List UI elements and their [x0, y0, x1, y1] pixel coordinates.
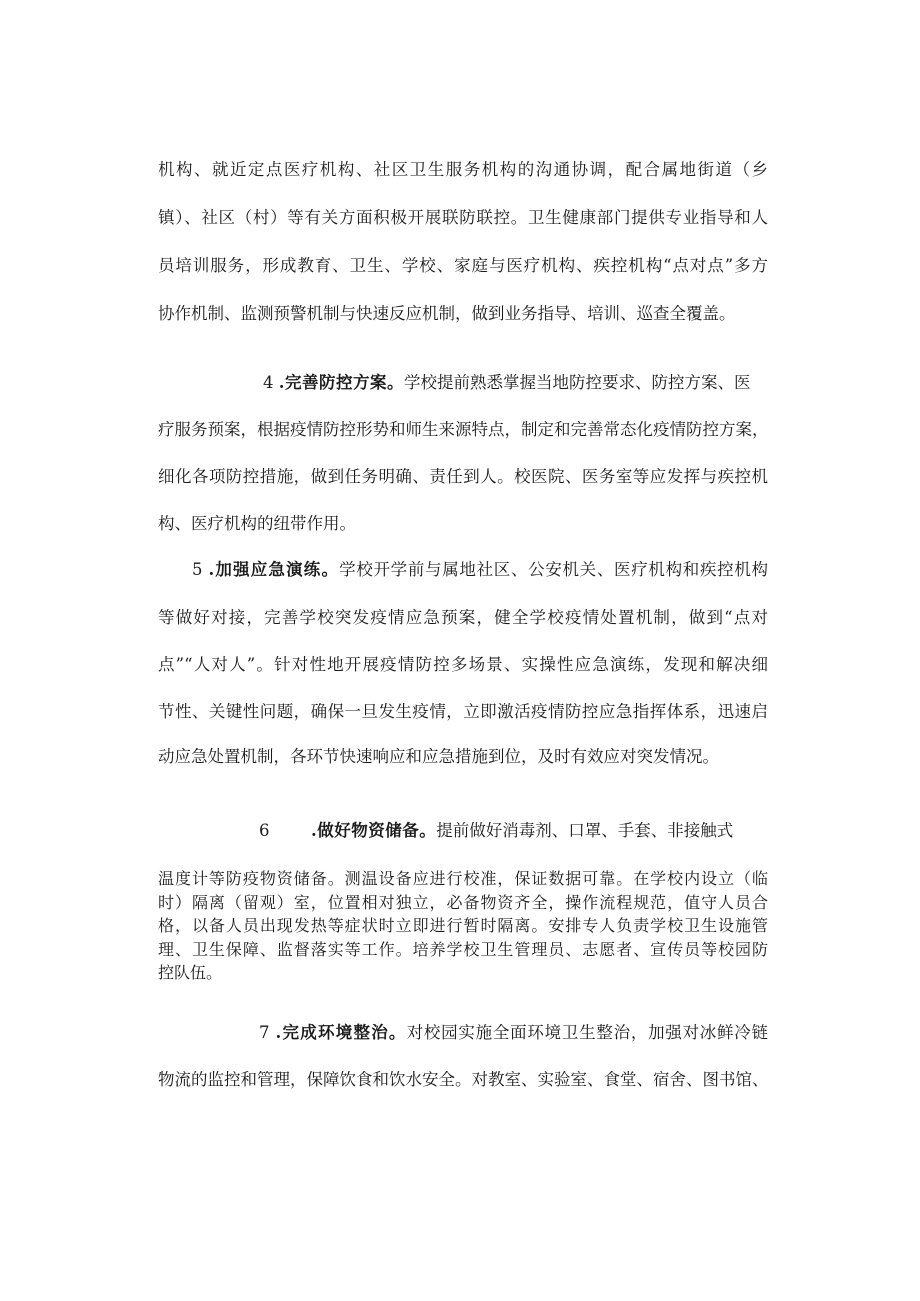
paragraph-line: 疗服务预案，根据疫情防控形势和师生来源特点，制定和完善常态化疫情防控方案，: [158, 420, 769, 439]
paragraph-line: 时）隔离（留观）室，位置相对独立，必备物资齐全，操作流程规范，值守人员合: [158, 892, 768, 912]
item-5-title: .加强应急演练。: [208, 560, 340, 579]
paragraph-line: 节性、关键性问题，确保一旦发生疫情，立即激活疫情防控应急指挥体系，迅速启: [158, 702, 768, 721]
item-7-title: .完成环境整治。: [275, 1023, 407, 1042]
item-5-number: 5: [192, 560, 203, 579]
item-6-heading-line: [259, 819, 768, 843]
item-6-title: .做好物资储备。: [311, 821, 437, 840]
paragraph-line: 格，以备人员出现发热等症状时立即进行暂时隔离。安排专人负责学校卫生设施管: [158, 916, 768, 935]
item-4-number: 4: [263, 373, 274, 392]
paragraph-line: 温度计等防疫物资储备。测温设备应进行校准，保证数据可靠。在学校内设立（临: [158, 869, 768, 888]
paragraph-line: 细化各项防控措施，做到任务明确、责任到人。校医院、医务室等应发挥与疾控机: [158, 467, 768, 486]
paragraph-line: 构、医疗机构的纽带作用。: [158, 514, 356, 533]
item-5-heading-line: [192, 558, 768, 582]
item-4-title: .完善防控方案。: [278, 373, 404, 392]
paragraph-line: 机构、就近定点医疗机构、社区卫生服务机构的沟通协调，配合属地街道（乡: [158, 160, 768, 179]
paragraph-line: 控队伍。: [158, 963, 223, 982]
item-4-text: 学校提前熟悉掌握当地防控要求、防控方案、医: [404, 373, 751, 392]
item-6-number: 6: [259, 821, 270, 840]
item-7-number: 7: [259, 1023, 270, 1042]
item-6-text: 提前做好消毒剂、口罩、手套、非接触式: [436, 821, 734, 840]
paragraph-line: 物流的监控和管理，保障饮食和饮水安全。对教室、实验室、食堂、宿舍、图书馆、: [158, 1070, 769, 1089]
item-4-heading-line: [263, 371, 768, 395]
item-7-text: 对校园实施全面环境卫生整治，加强对冰鲜冷链: [406, 1023, 769, 1042]
paragraph-line: 等做好对接，完善学校突发疫情应急预案，健全学校疫情处置机制，做到“点对: [158, 608, 768, 627]
paragraph-line: 动应急处置机制，各环节快速响应和应急措施到位，及时有效应对突发情况。: [158, 747, 719, 766]
paragraph-line: 镇）、社区（村）等有关方面积极开展联防联控。卫生健康部门提供专业指导和人: [158, 208, 768, 227]
paragraph-line: 点”“人对人”。针对性地开展疫情防控多场景、实操性应急演练，发现和解决细: [158, 655, 768, 674]
item-6-body: [158, 867, 768, 985]
item-5-text: 学校开学前与属地社区、公安机关、医疗机构和疾控机构: [339, 560, 769, 579]
paragraph-line: 协作机制、监测预警机制与快速反应机制，做到业务指导、培训、巡查全覆盖。: [158, 304, 736, 323]
paragraph-line: 员培训服务，形成教育、卫生、学校、家庭与医疗机构、疾控机构“点对点”多方: [158, 256, 768, 275]
item-7-heading-line: [259, 1021, 768, 1045]
paragraph-line: 理、卫生保障、监督落实等工作。培养学校卫生管理员、志愿者、宣传员等校园防: [158, 939, 768, 959]
